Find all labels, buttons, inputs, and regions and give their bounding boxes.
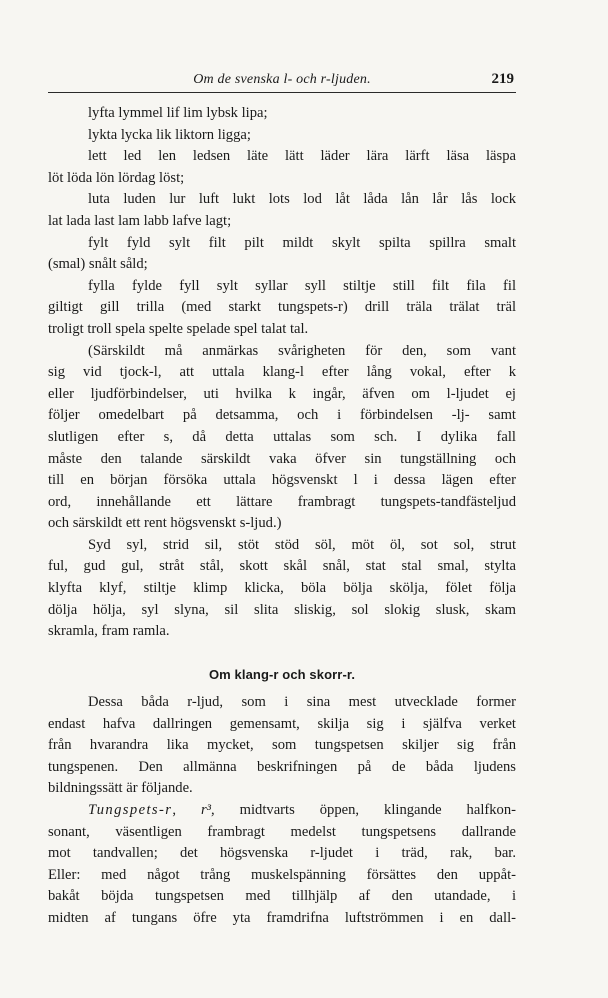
text-line: lett led len ledsen läte lätt läder lära lärft läsa läspa bbox=[88, 148, 516, 165]
term-spaced: Tungspets-r bbox=[88, 802, 173, 818]
term-comma: , bbox=[172, 802, 176, 818]
text-line: endast hafva dallringen gemensamt, skilja sig i själfva verket bbox=[48, 715, 516, 732]
page-body bbox=[48, 103, 516, 930]
text-line: bakåt böjda tungspetsen med tillhjälp af den utandade, i bbox=[48, 888, 516, 905]
text-line: mot tandvallen; det högsvenska r-ljudet i träd, rak, bar. bbox=[48, 845, 516, 862]
text-line: tungspenen. Den allmänna beskrifningen på de båda ljudens bbox=[48, 758, 516, 775]
text-line: sig vid tjock-l, att uttala klang-l efter lång vokal, efter k bbox=[48, 364, 516, 381]
text-line: sonant, väsentligen frambragt medelst tungspetsens dallrande bbox=[48, 823, 516, 840]
running-title: Om de svenska l- och r-ljuden. bbox=[193, 72, 371, 87]
text-line: troligt troll spela spelte spelade spel talat tal. bbox=[48, 320, 309, 337]
term-line bbox=[48, 800, 516, 822]
text-line: lat lada last lam labb lafve lagt; bbox=[48, 212, 232, 229]
text-line: fylt fyld sylt filt pilt mildt skylt spilta spillra smalt bbox=[88, 234, 516, 251]
page-number: 219 bbox=[491, 71, 514, 87]
text-line: skramla, fram ramla. bbox=[48, 623, 170, 640]
text-line: löt löda lön lördag löst; bbox=[48, 169, 185, 186]
text-line: Dessa båda r-ljud, som i sina mest utvecklade former bbox=[88, 694, 516, 711]
spacer bbox=[48, 643, 516, 665]
text-line: Eller: med något trång muskelspänning försättes den uppåt- bbox=[48, 866, 516, 883]
text-line: (Särskildt må anmärkas svårigheten för den, som vant bbox=[88, 342, 516, 359]
text-line: eller ljudförbindelser, uti hvilka k ingår, äfven om l-ljudet ej bbox=[48, 385, 516, 402]
text-line: ord, innehållande ett lättare frambragt tungspets-tandfästeljud bbox=[48, 493, 516, 510]
term-symbol: r³ bbox=[200, 802, 212, 818]
text-line: Syd syl, strid sil, stöt stöd söl, möt öl, sot sol, strut bbox=[88, 536, 516, 553]
text-line: luta luden lur luft lukt lots lod låt låda lån lår lås lock bbox=[88, 191, 516, 208]
text-line: dölja hölja, syl slyna, sil slita sliskig, sol slokig slusk, skam bbox=[48, 601, 516, 618]
text-line: bildningssätt är följande. bbox=[48, 780, 193, 797]
text-line: midten af tungans öfre yta framdrifna luftströmmen i en dall- bbox=[48, 909, 516, 926]
text-line: giltigt gill trilla (med starkt tungspets-r) drill träla trälat träl bbox=[48, 299, 516, 316]
text-line: lykta lycka lik liktorn ligga; bbox=[88, 126, 251, 143]
text-line: (smal) snålt såld; bbox=[48, 256, 148, 273]
text-line: lyfta lymmel lif lim lybsk lipa; bbox=[88, 105, 268, 121]
term-rest: , midtvarts öppen, klingande halfkon- bbox=[211, 802, 516, 818]
text-line: följer omedelbart på detsamma, och i förbindelsen -lj- samt bbox=[48, 407, 516, 424]
section-heading: Om klang-r och skorr-r. bbox=[208, 667, 356, 683]
text-line: måste den talande särskildt vaka öfver sin tungställning och bbox=[48, 450, 516, 467]
text-line: fylla fylde fyll sylt syllar syll stiltje still filt fila fil bbox=[88, 277, 516, 294]
text-line: slutligen efter s, då detta uttalas som sch. I dylika fall bbox=[48, 428, 516, 445]
text-line: till en början försöka uttala högsvenskt l i dessa lägen efter bbox=[48, 472, 516, 489]
text-line: klyfta klyf, stiltje klimp klicka, böla bölja skölja, fölet följa bbox=[48, 580, 516, 597]
running-header bbox=[48, 70, 516, 93]
text-line: från hvarandra lika mycket, som tungspetsen skiljer sig från bbox=[48, 737, 516, 754]
text-line: och särskildt ett rent högsvenskt s-ljud.) bbox=[48, 515, 282, 532]
text-line: ful, gud gul, stråt stål, skott skål snål, stat stal smal, stylta bbox=[48, 558, 516, 575]
